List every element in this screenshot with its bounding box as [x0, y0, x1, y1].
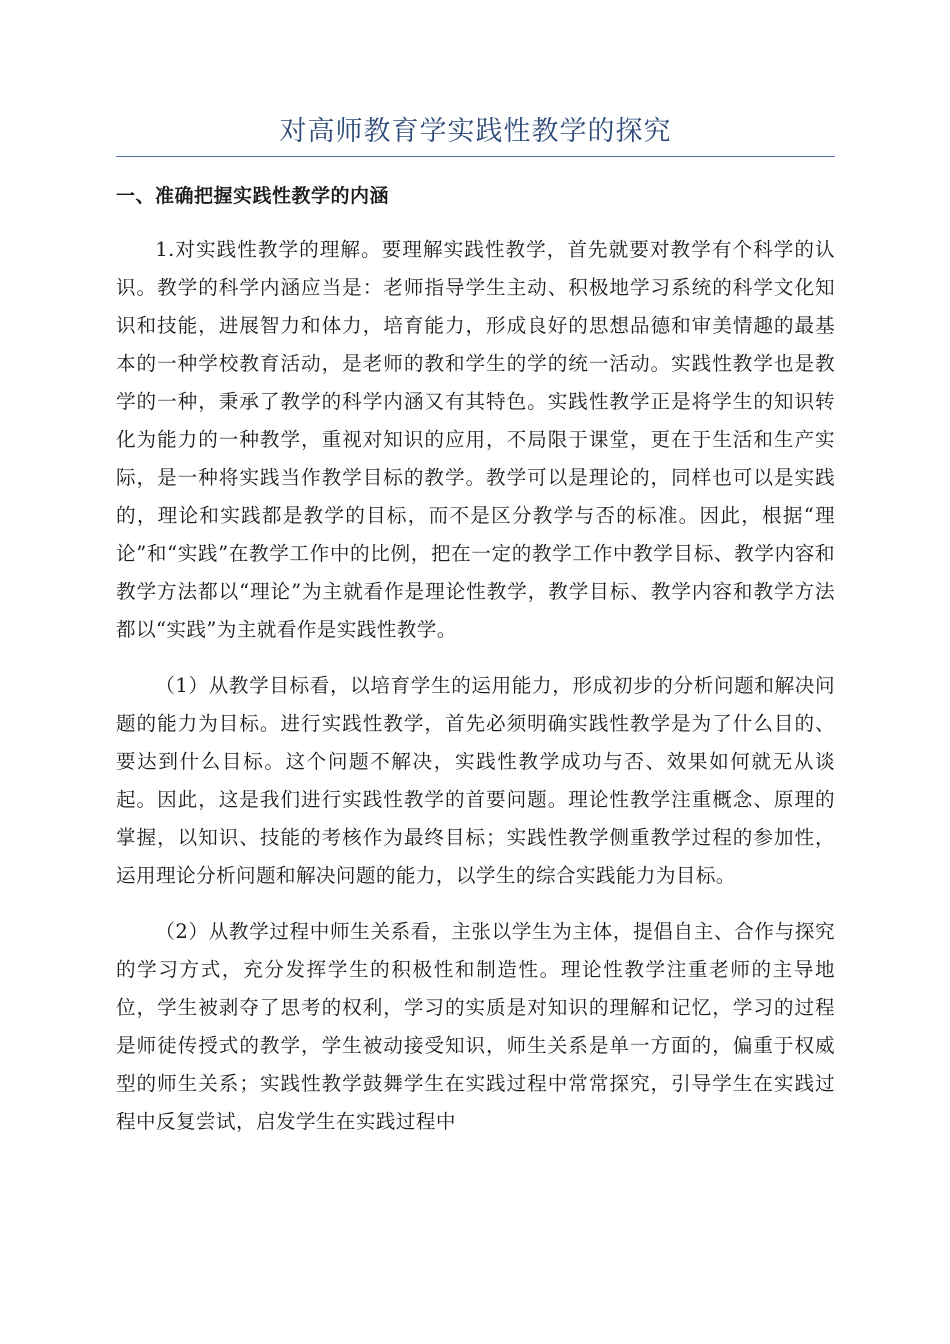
section-heading: 一、准确把握实践性教学的内涵	[116, 185, 390, 207]
body-paragraph: 1.对实践性教学的理解。要理解实践性教学，首先就要对教学有个科学的认识。教学的科学内涵应当是：老师指导学生主动、积极地学习系统的科学文化知识和技能，进展智力和体力，培育能力，形成良好的思想品德和审美情趣的最基本的一种学校教育活动，是老师的教和学生的学的统一活动。实践性教学也是教学的一种，秉承了教学的科学内涵又有其特色。实践性教学正是将学生的知识转化为能力的一种教学，重视对知识的应用，不局限于课堂，更在于生活和生产实际，是一种将实践当作教学目标的教学。教学可以是理论的，同样也可以是实践的，理论和实践都是教学的目标，而不是区分教学与否的标准。因此，根据“理论”和“实践”在教学工作中的比例，把在一定的教学工作中教学目标、教学内容和教学方法都以“理论”为主就看作是理论性教学，教学目标、教学内容和教学方法都以“实践”为主就看作是实践性教学。	[116, 238, 835, 641]
document-title: 对高师教育学实践性教学的探究	[279, 116, 672, 147]
body-paragraph: （2）从教学过程中师生关系看，主张以学生为主体，提倡自主、合作与探究的学习方式，充分发挥学生的积极性和制造性。理论性教学注重老师的主导地位，学生被剥夺了思考的权利，学习的实质是对知识的理解和记忆，学习的过程是师徒传授式的教学，学生被动接受知识，师生关系是单一方面的，偏重于权威型的师生关系；实践性教学鼓舞学生在实践过程中常常探究，引导学生在实践过程中反复尝试，启发学生在实践过程中	[116, 920, 835, 1133]
document-page	[116, 112, 835, 1141]
title-underline	[116, 156, 835, 157]
body-paragraph: （1）从教学目标看，以培育学生的运用能力，形成初步的分析问题和解决问题的能力为目标。进行实践性教学，首先必须明确实践性教学是为了什么目的、要达到什么目标。这个问题不解决，实践性教学成功与否、效果如何就无从谈起。因此，这是我们进行实践性教学的首要问题。理论性教学注重概念、原理的掌握，以知识、技能的考核作为最终目标；实践性教学侧重教学过程的参加性，运用理论分析问题和解决问题的能力，以学生的综合实践能力为目标。	[116, 674, 835, 887]
